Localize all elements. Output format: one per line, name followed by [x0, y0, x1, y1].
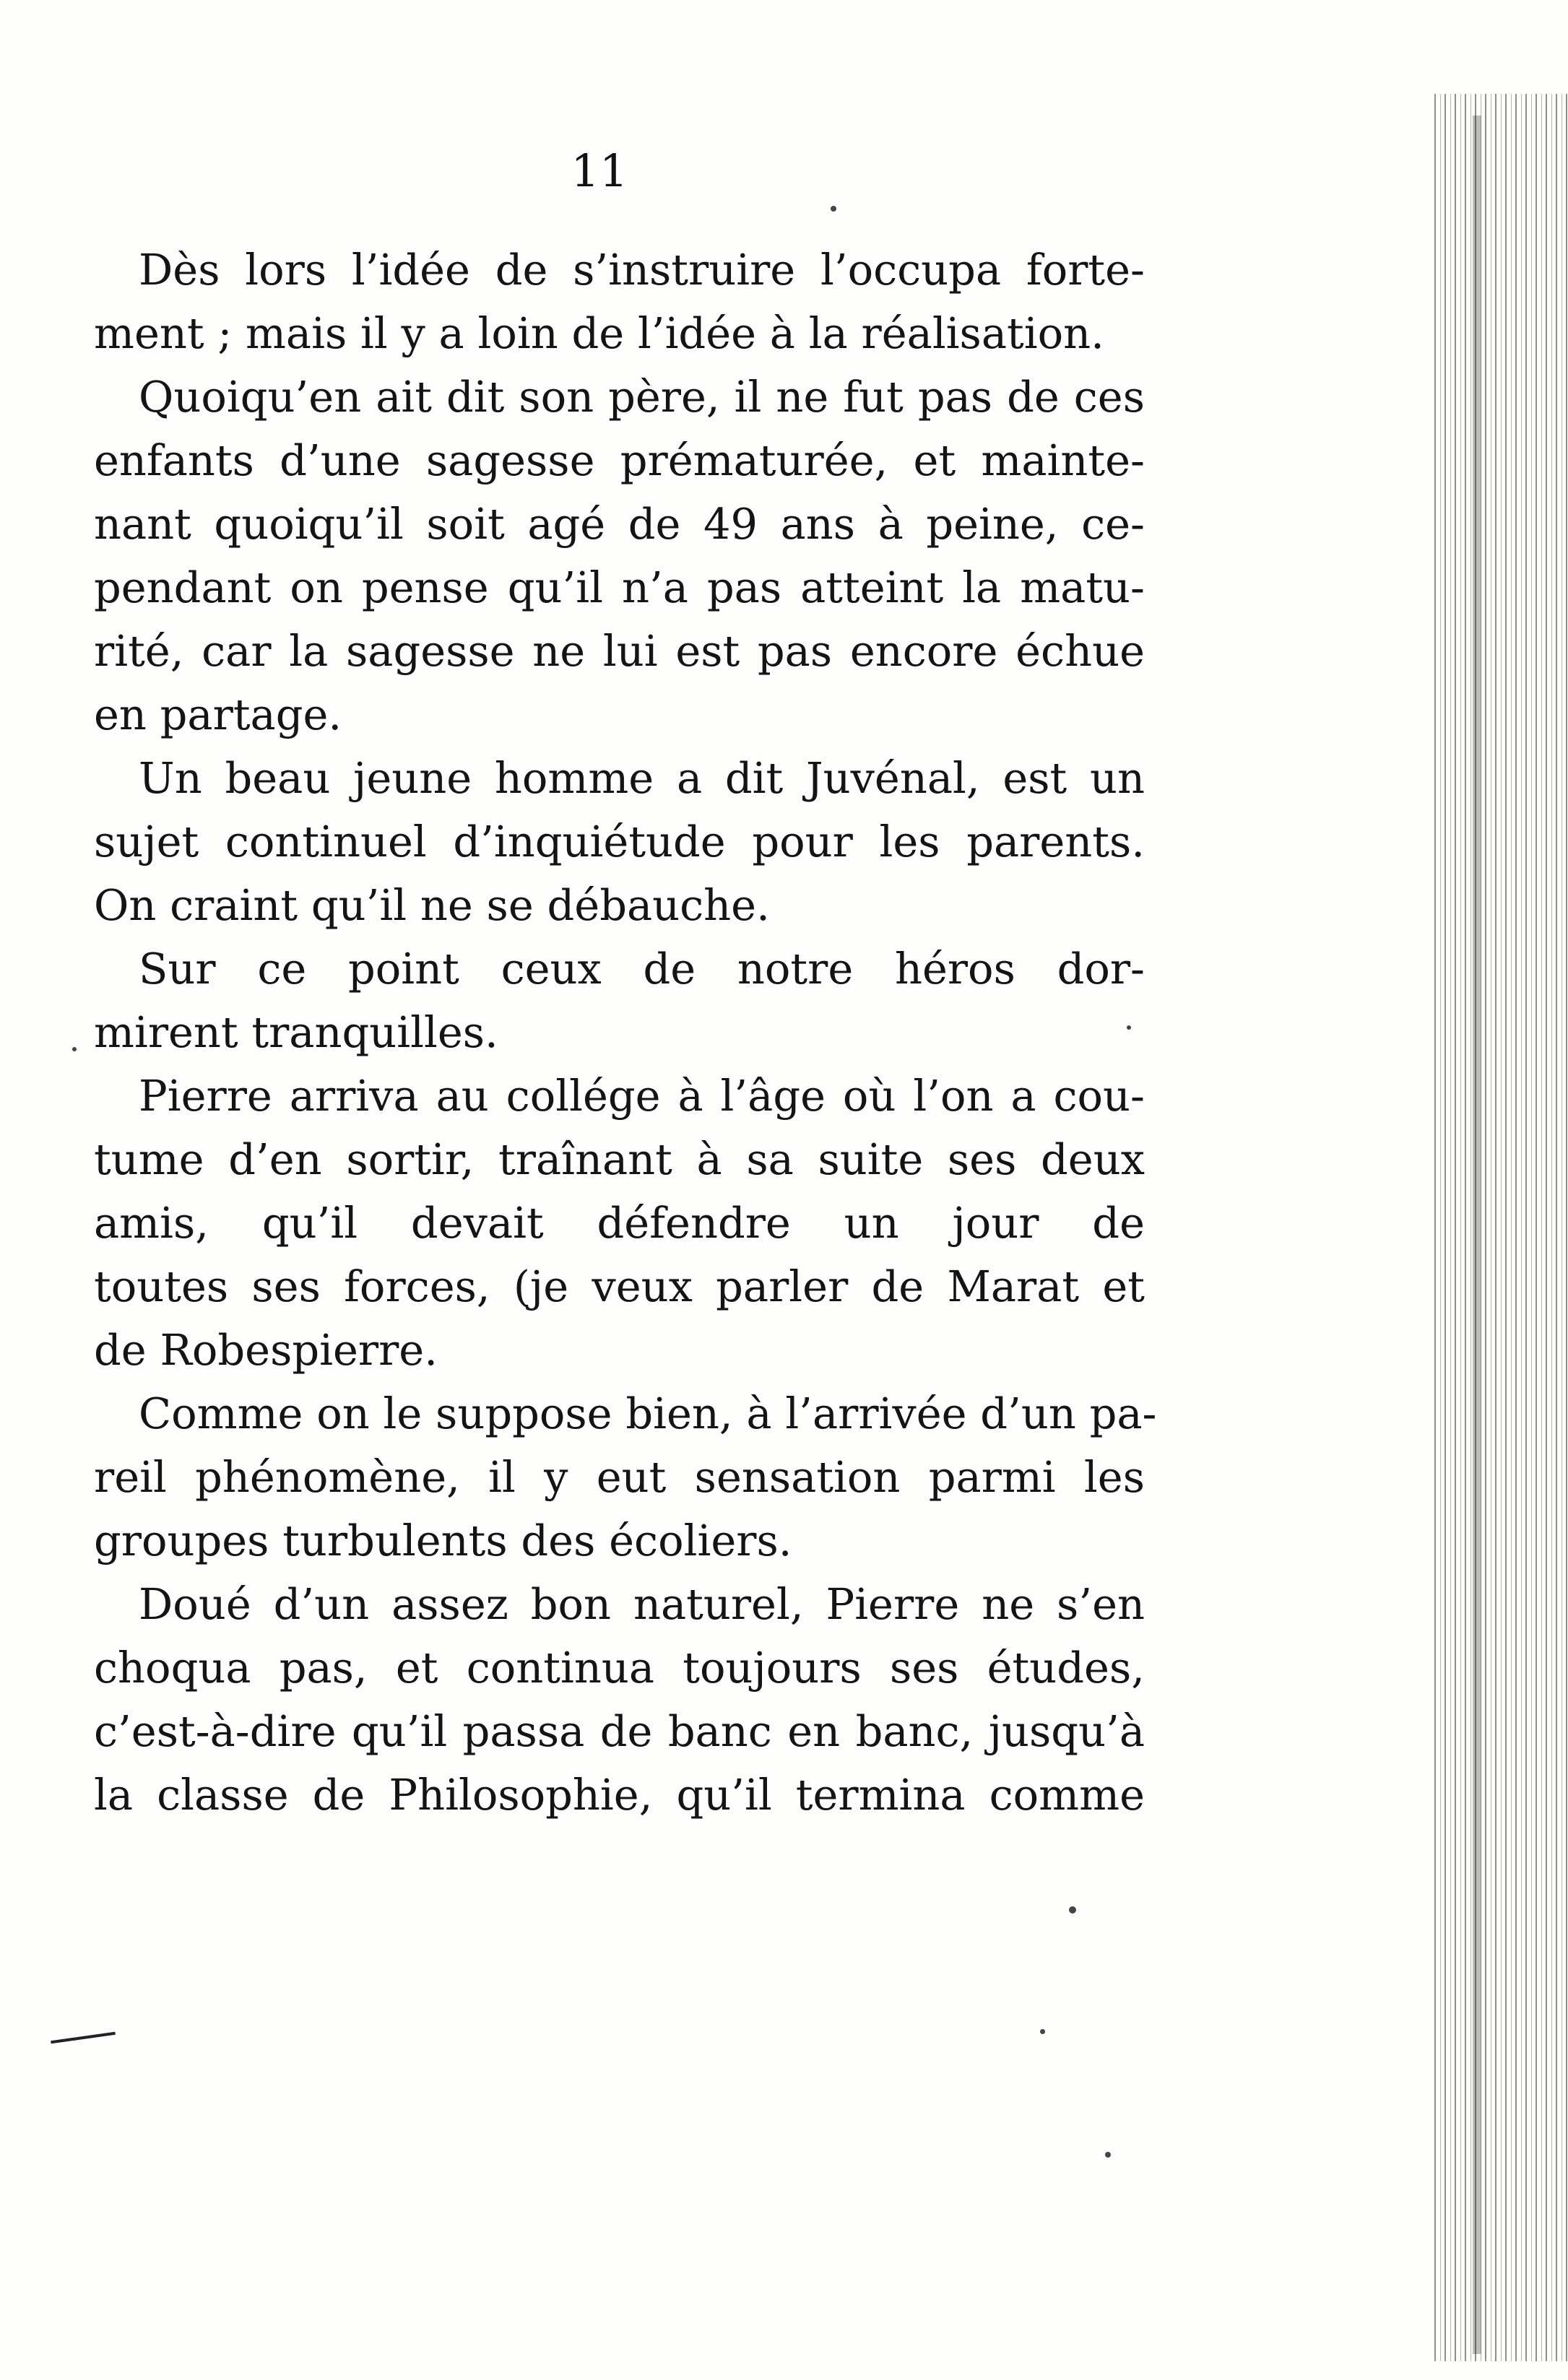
binding-shadow: [1473, 116, 1481, 2354]
text-line: ment ; mais il y a loin de l’idée à la réalisation.: [94, 308, 1104, 358]
text-line: toutes ses forces, (je veux parler de Marat et: [94, 1261, 1145, 1311]
text-line: en partage.: [94, 690, 342, 739]
binding-edge: [1431, 94, 1568, 2361]
text-line: groupes turbulents des écoliers.: [94, 1516, 792, 1565]
page-number: 11: [571, 144, 628, 197]
text-line: pendant on pense qu’il n’a pas atteint la matu-: [94, 563, 1145, 612]
text-line: amis, qu’il devait défendre un jour de: [94, 1198, 1145, 1248]
scan-speck: [1040, 2029, 1045, 2034]
text-line: tume d’en sortir, traînant à sa suite ses deux: [94, 1134, 1145, 1184]
text-line: mirent tranquilles.: [94, 1007, 498, 1057]
text-line: c’est-à-dire qu’il passa de banc en banc, jusqu’à: [94, 1706, 1145, 1756]
text-line: choqua pas, et continua toujours ses études,: [94, 1643, 1145, 1693]
text-line: nant quoiqu’il soit agé de 49 ans à peine, ce-: [94, 499, 1145, 549]
text-line: reil phénomène, il y eut sensation parmi les: [94, 1452, 1145, 1502]
scan-speck: [831, 206, 836, 212]
text-line: Doué d’un assez bon naturel, Pierre ne s’en: [139, 1579, 1145, 1629]
text-line: la classe de Philosophie, qu’il termina comme: [94, 1770, 1145, 1820]
scan-speck: [1105, 2152, 1111, 2158]
text-line: rité, car la sagesse ne lui est pas encore échue: [94, 626, 1145, 676]
body-text: [94, 238, 1157, 1827]
scan-scratch: [51, 2032, 116, 2044]
text-line: sujet continuel d’inquiétude pour les parents.: [94, 817, 1145, 867]
scan-speck: [1069, 1906, 1076, 1914]
text-line: Dès lors l’idée de s’instruire l’occupa forte-: [139, 245, 1145, 295]
text-line: Pierre arriva au collége à l’âge où l’on a cou-: [139, 1071, 1145, 1121]
text-line: Un beau jeune homme a dit Juvénal, est un: [139, 753, 1145, 803]
scan-speck: [72, 1047, 77, 1051]
text-line: de Robespierre.: [94, 1325, 438, 1375]
text-line: On craint qu’il ne se débauche.: [94, 880, 770, 930]
text-line: Quoiqu’en ait dit son père, il ne fut pas de ces: [139, 372, 1145, 422]
text-line: Sur ce point ceux de notre héros dor-: [139, 944, 1145, 994]
text-line: Comme on le suppose bien, à l’arrivée d’un pa-: [139, 1389, 1157, 1438]
scan-speck: [1127, 1025, 1131, 1030]
text-line: enfants d’une sagesse prématurée, et mainte-: [94, 435, 1145, 485]
